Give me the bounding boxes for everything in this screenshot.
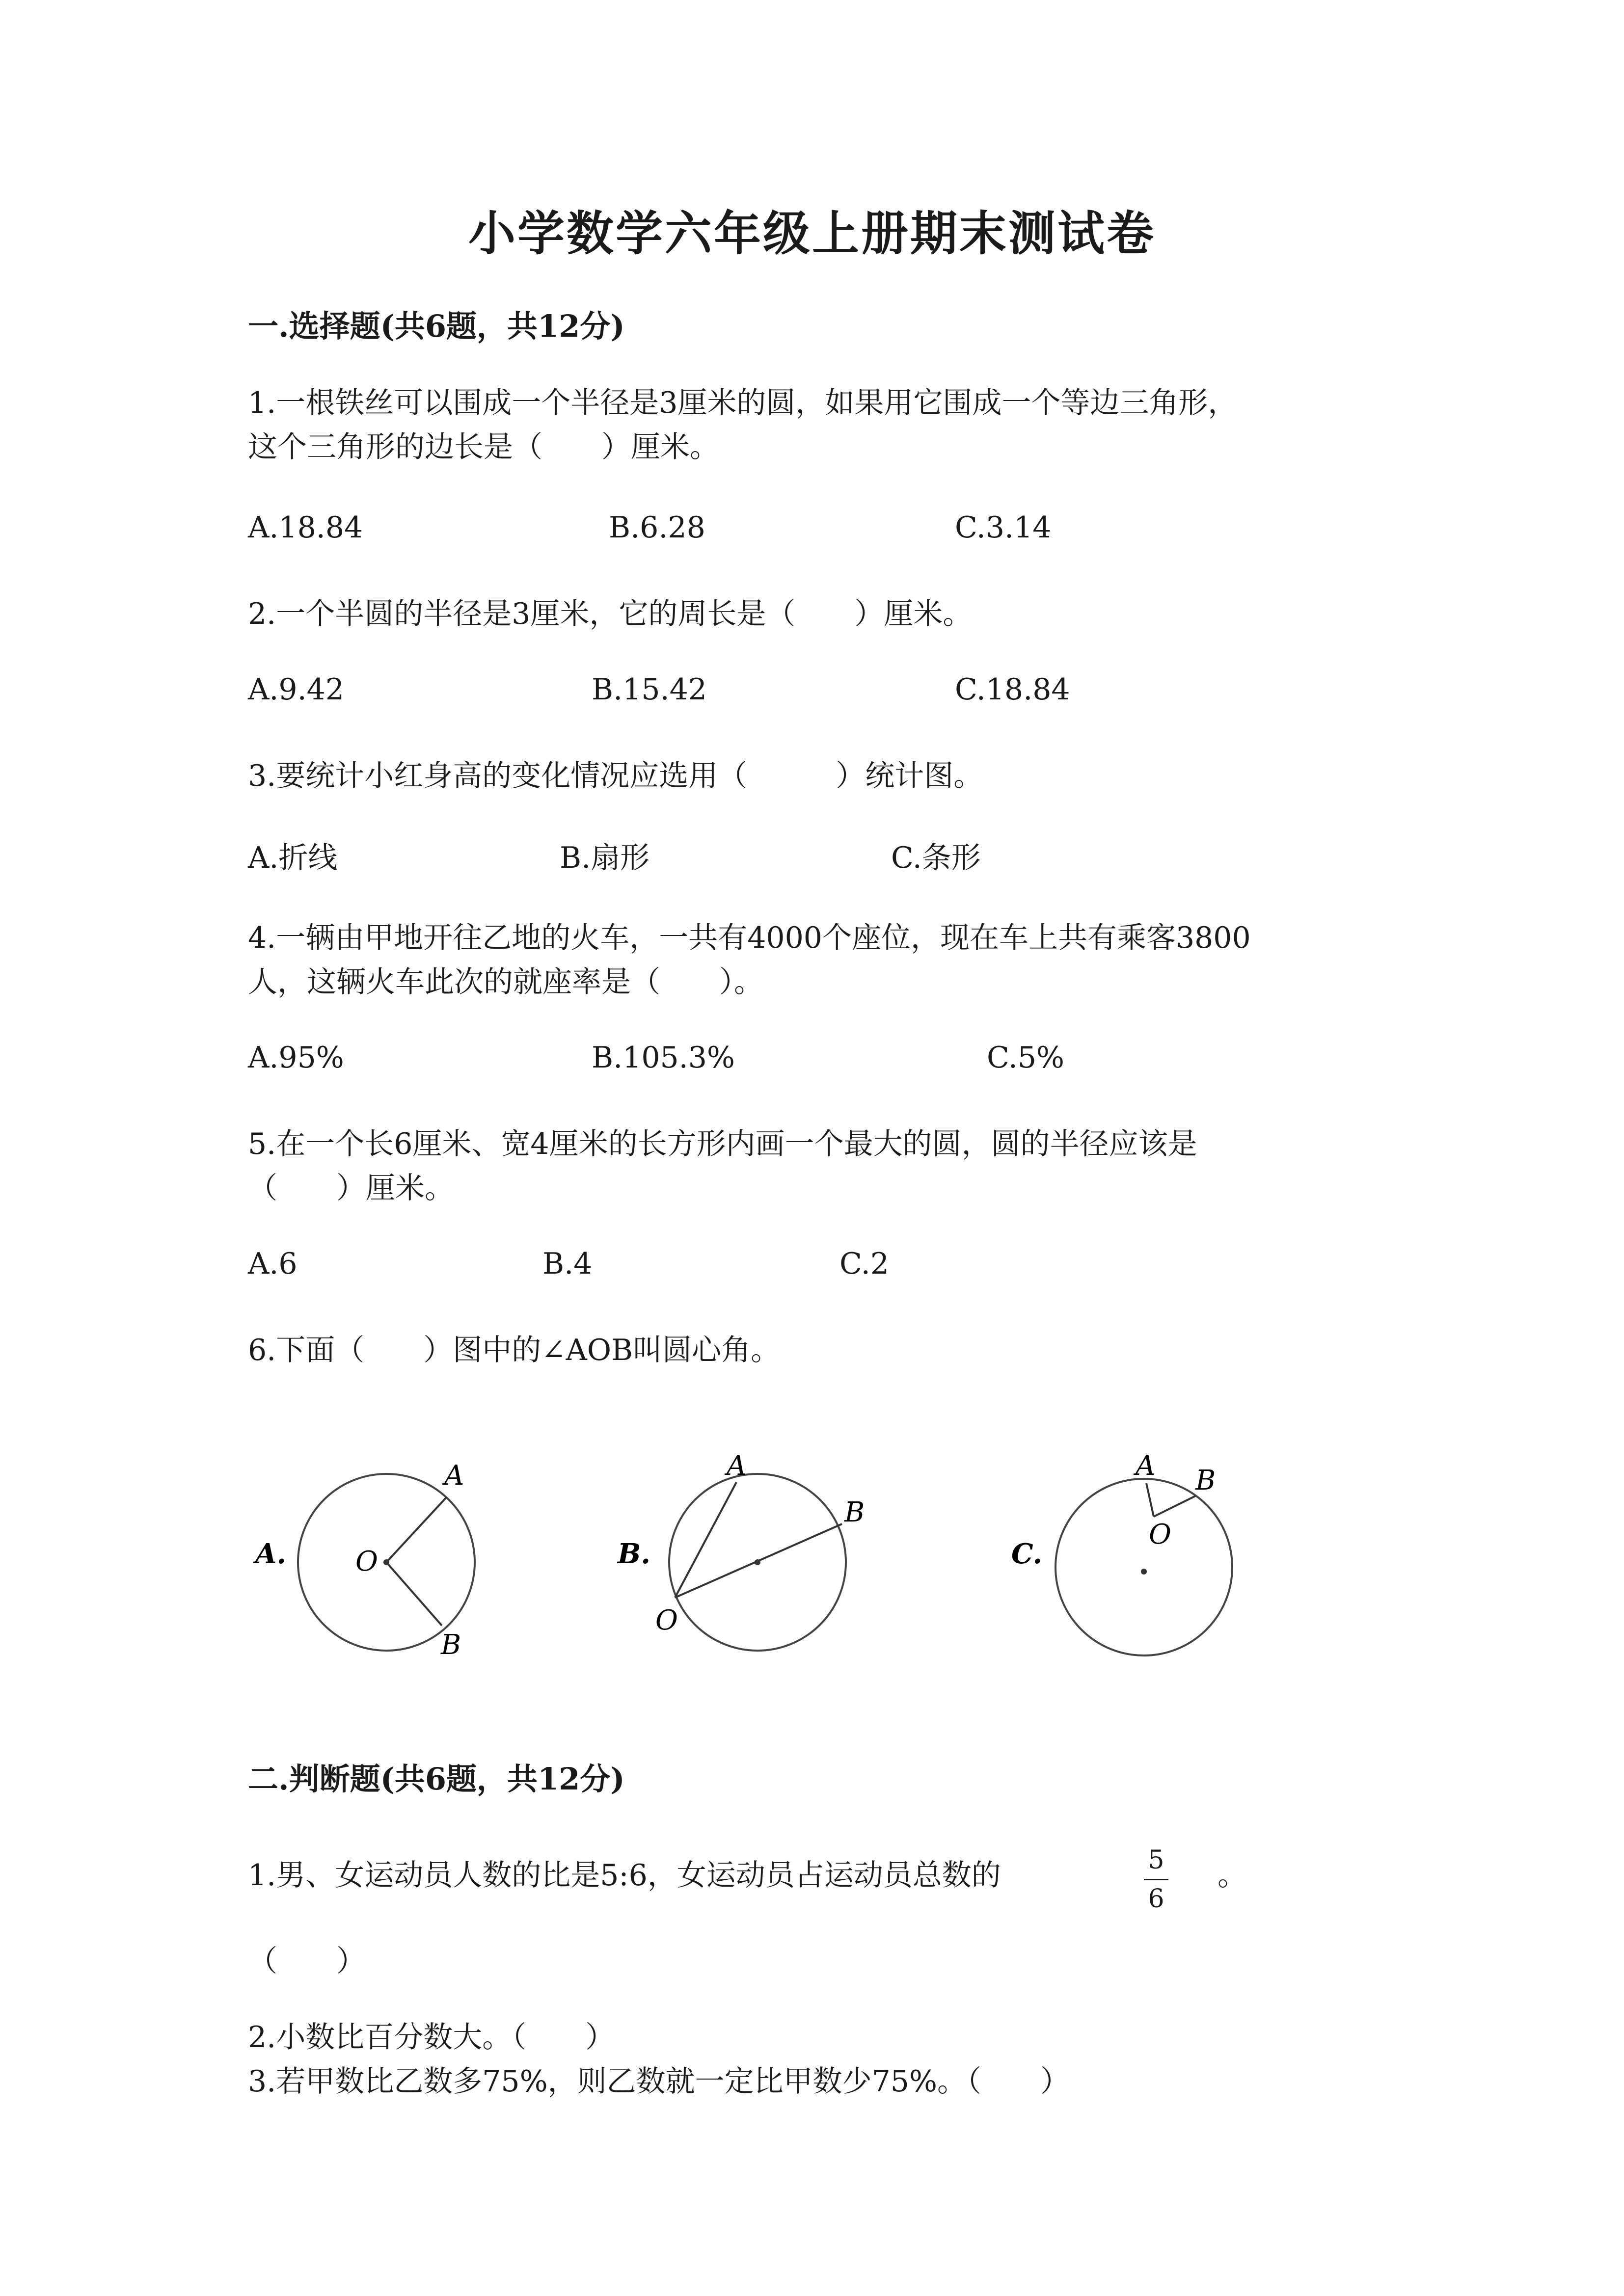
judge-1-line1-end: 。 [1218,1858,1247,1893]
judge-1-answer-blank[interactable]: （ ） [248,1944,366,1978]
figure-a-point-b: B [441,1629,461,1661]
section-heading-choice: 一.选择题(共6题，共12分) [248,308,625,344]
figure-b-point-o: O [655,1604,678,1636]
figure-a-point-a: A [444,1460,464,1492]
q6-figure-a[interactable] [253,1460,475,1661]
figure-c-label: C. [1011,1538,1043,1570]
figure-b-point-b: B [844,1496,865,1528]
section-heading-judgement: 二.判断题(共6题，共12分) [248,1761,625,1797]
figure-c-point-b: B [1195,1465,1216,1496]
q1-option-b[interactable]: B.6.28 [609,510,705,545]
question-1-line1: 1.一根铁丝可以围成一个半径是3厘米的圆，如果用它围成一个等边三角形， [248,386,1238,420]
question-3-line1: 3.要统计小红身高的变化情况应选用（ ）统计图。 [248,759,983,793]
question-4-line1: 4.一辆由甲地开往乙地的火车，一共有4000个座位，现在车上共有乘客3800 [248,921,1251,955]
fraction-numerator: 5 [1148,1845,1164,1875]
figure-a-label: A. [255,1538,286,1570]
q1-option-a[interactable]: A.18.84 [248,510,363,545]
q6-figure-c[interactable] [1011,1450,1232,1655]
q3-option-b[interactable]: B.扇形 [560,841,650,875]
q5-option-a[interactable]: A.6 [248,1247,298,1281]
figure-b-label: B. [618,1538,650,1570]
figure-a-point-o: O [355,1546,378,1577]
judge-2-line1: 2.小数比百分数大。（ ） [248,2020,615,2055]
page-title: 小学数学六年级上册期末测试卷 [468,206,1156,261]
q3-option-c[interactable]: C.条形 [891,841,981,875]
question-5-line2: （ ）厘米。 [248,1171,454,1205]
question-2-line1: 2.一个半圆的半径是3厘米，它的周长是（ ）厘米。 [248,597,973,631]
q6-figure-b[interactable] [617,1450,865,1651]
q4-option-b[interactable]: B.105.3% [592,1041,735,1075]
q3-option-a[interactable]: A.折线 [248,841,338,875]
q2-option-b[interactable]: B.15.42 [592,672,707,707]
q1-option-c[interactable]: C.3.14 [955,510,1052,545]
judge-1-line1: 1.男、女运动员人数的比是5:6，女运动员占运动员总数的 [248,1858,1001,1893]
q4-option-c[interactable]: C.5% [987,1041,1065,1075]
q2-option-a[interactable]: A.9.42 [248,672,344,707]
question-5-line1: 5.在一个长6厘米、宽4厘米的长方形内画一个最大的圆，圆的半径应该是 [248,1127,1197,1161]
q6-figures [236,1433,1267,1688]
question-6-line1: 6.下面（ ）图中的∠AOB叫圆心角。 [248,1333,781,1367]
question-1-line2: 这个三角形的边长是（ ）厘米。 [248,430,719,464]
figure-c-point-a: A [1136,1450,1156,1482]
figure-c-point-o: O [1149,1519,1171,1550]
q2-option-c[interactable]: C.18.84 [955,672,1070,707]
figure-b-point-a: A [727,1450,747,1482]
q4-option-a[interactable]: A.95% [248,1041,344,1075]
q5-option-b[interactable]: B.4 [542,1247,593,1281]
fraction-bar [1144,1879,1168,1880]
fraction-five-sixths [1141,1845,1171,1914]
fraction-denominator: 6 [1148,1884,1164,1914]
q5-option-c[interactable]: C.2 [839,1247,890,1281]
question-4-line2: 人，这辆火车此次的就座率是（ ）。 [248,965,763,999]
judge-3-line1: 3.若甲数比乙数多75%，则乙数就一定比甲数少75%。（ ） [248,2064,1070,2099]
